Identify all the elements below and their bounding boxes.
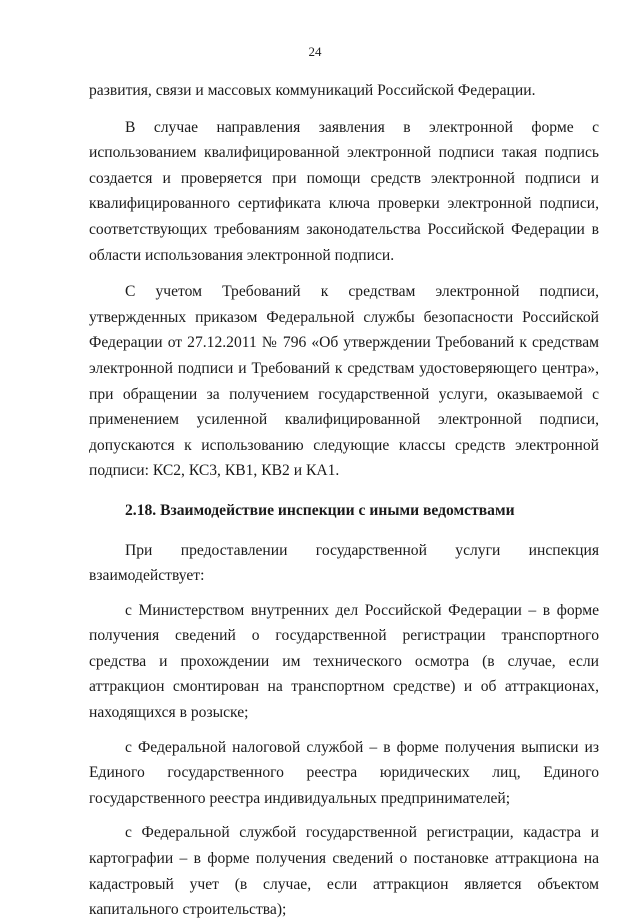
paragraph-electronic-signature: В случае направления заявления в электронной форме с использованием квалифицированной электронной подписи такая подпись создается и проверяется при помощи средств электронной подписи и квалифицированного сертификата ключа проверки электронной подписи, соответствующих требованиям законодательства Российской Федерации в области использования электронной подписи. [89,118,599,264]
paragraph-interaction-intro: При предоставлении государственной услуги инспекция взаимодействует: [89,541,599,585]
section-heading: 2.18. Взаимодействие инспекции с иными ведомствами [125,501,515,519]
paragraph-signature-requirements: С учетом Требований к средствам электронной подписи, утвержденных приказом Федеральной службы безопасности Российской Федерации от 27.12.2011 № 796 «Об утверждении Требований к средствам электронной подписи и Требований к средствам удостоверяющего центра», при обращении за получением государственной услуги, оказываемой с применением усиленной квалифицированной электронной подписи, допускаются к использованию следующие классы средств электронной подписи: КС2, КС3, КВ1, КВ2 и КА1. [89,283,599,480]
paragraph-continuation: развития, связи и массовых коммуникаций Российской Федерации. [89,82,536,99]
paragraph-fns: с Федеральной налоговой службой – в форме получения выписки из Единого государственного реестра юридических лиц, Единого государственного реестра индивидуальных предпринимателей; [89,738,599,807]
paragraph-mvd: с Министерством внутренних дел Российской Федерации – в форме получения сведений о государственной регистрации транспортного средства и прохождении им технического осмотра (в случае, если аттракцион смонтирован на транспортном средстве) и об аттракционах, находящихся в розыске; [89,601,599,722]
document-body [89,78,599,923]
page-number: 24 [308,44,322,59]
paragraph-rosreestr: с Федеральной службой государственной регистрации, кадастра и картографии – в форме получения сведений о постановке аттракциона на кадастровый учет (в случае, если аттракцион является объектом капитального строительства); [89,824,599,919]
